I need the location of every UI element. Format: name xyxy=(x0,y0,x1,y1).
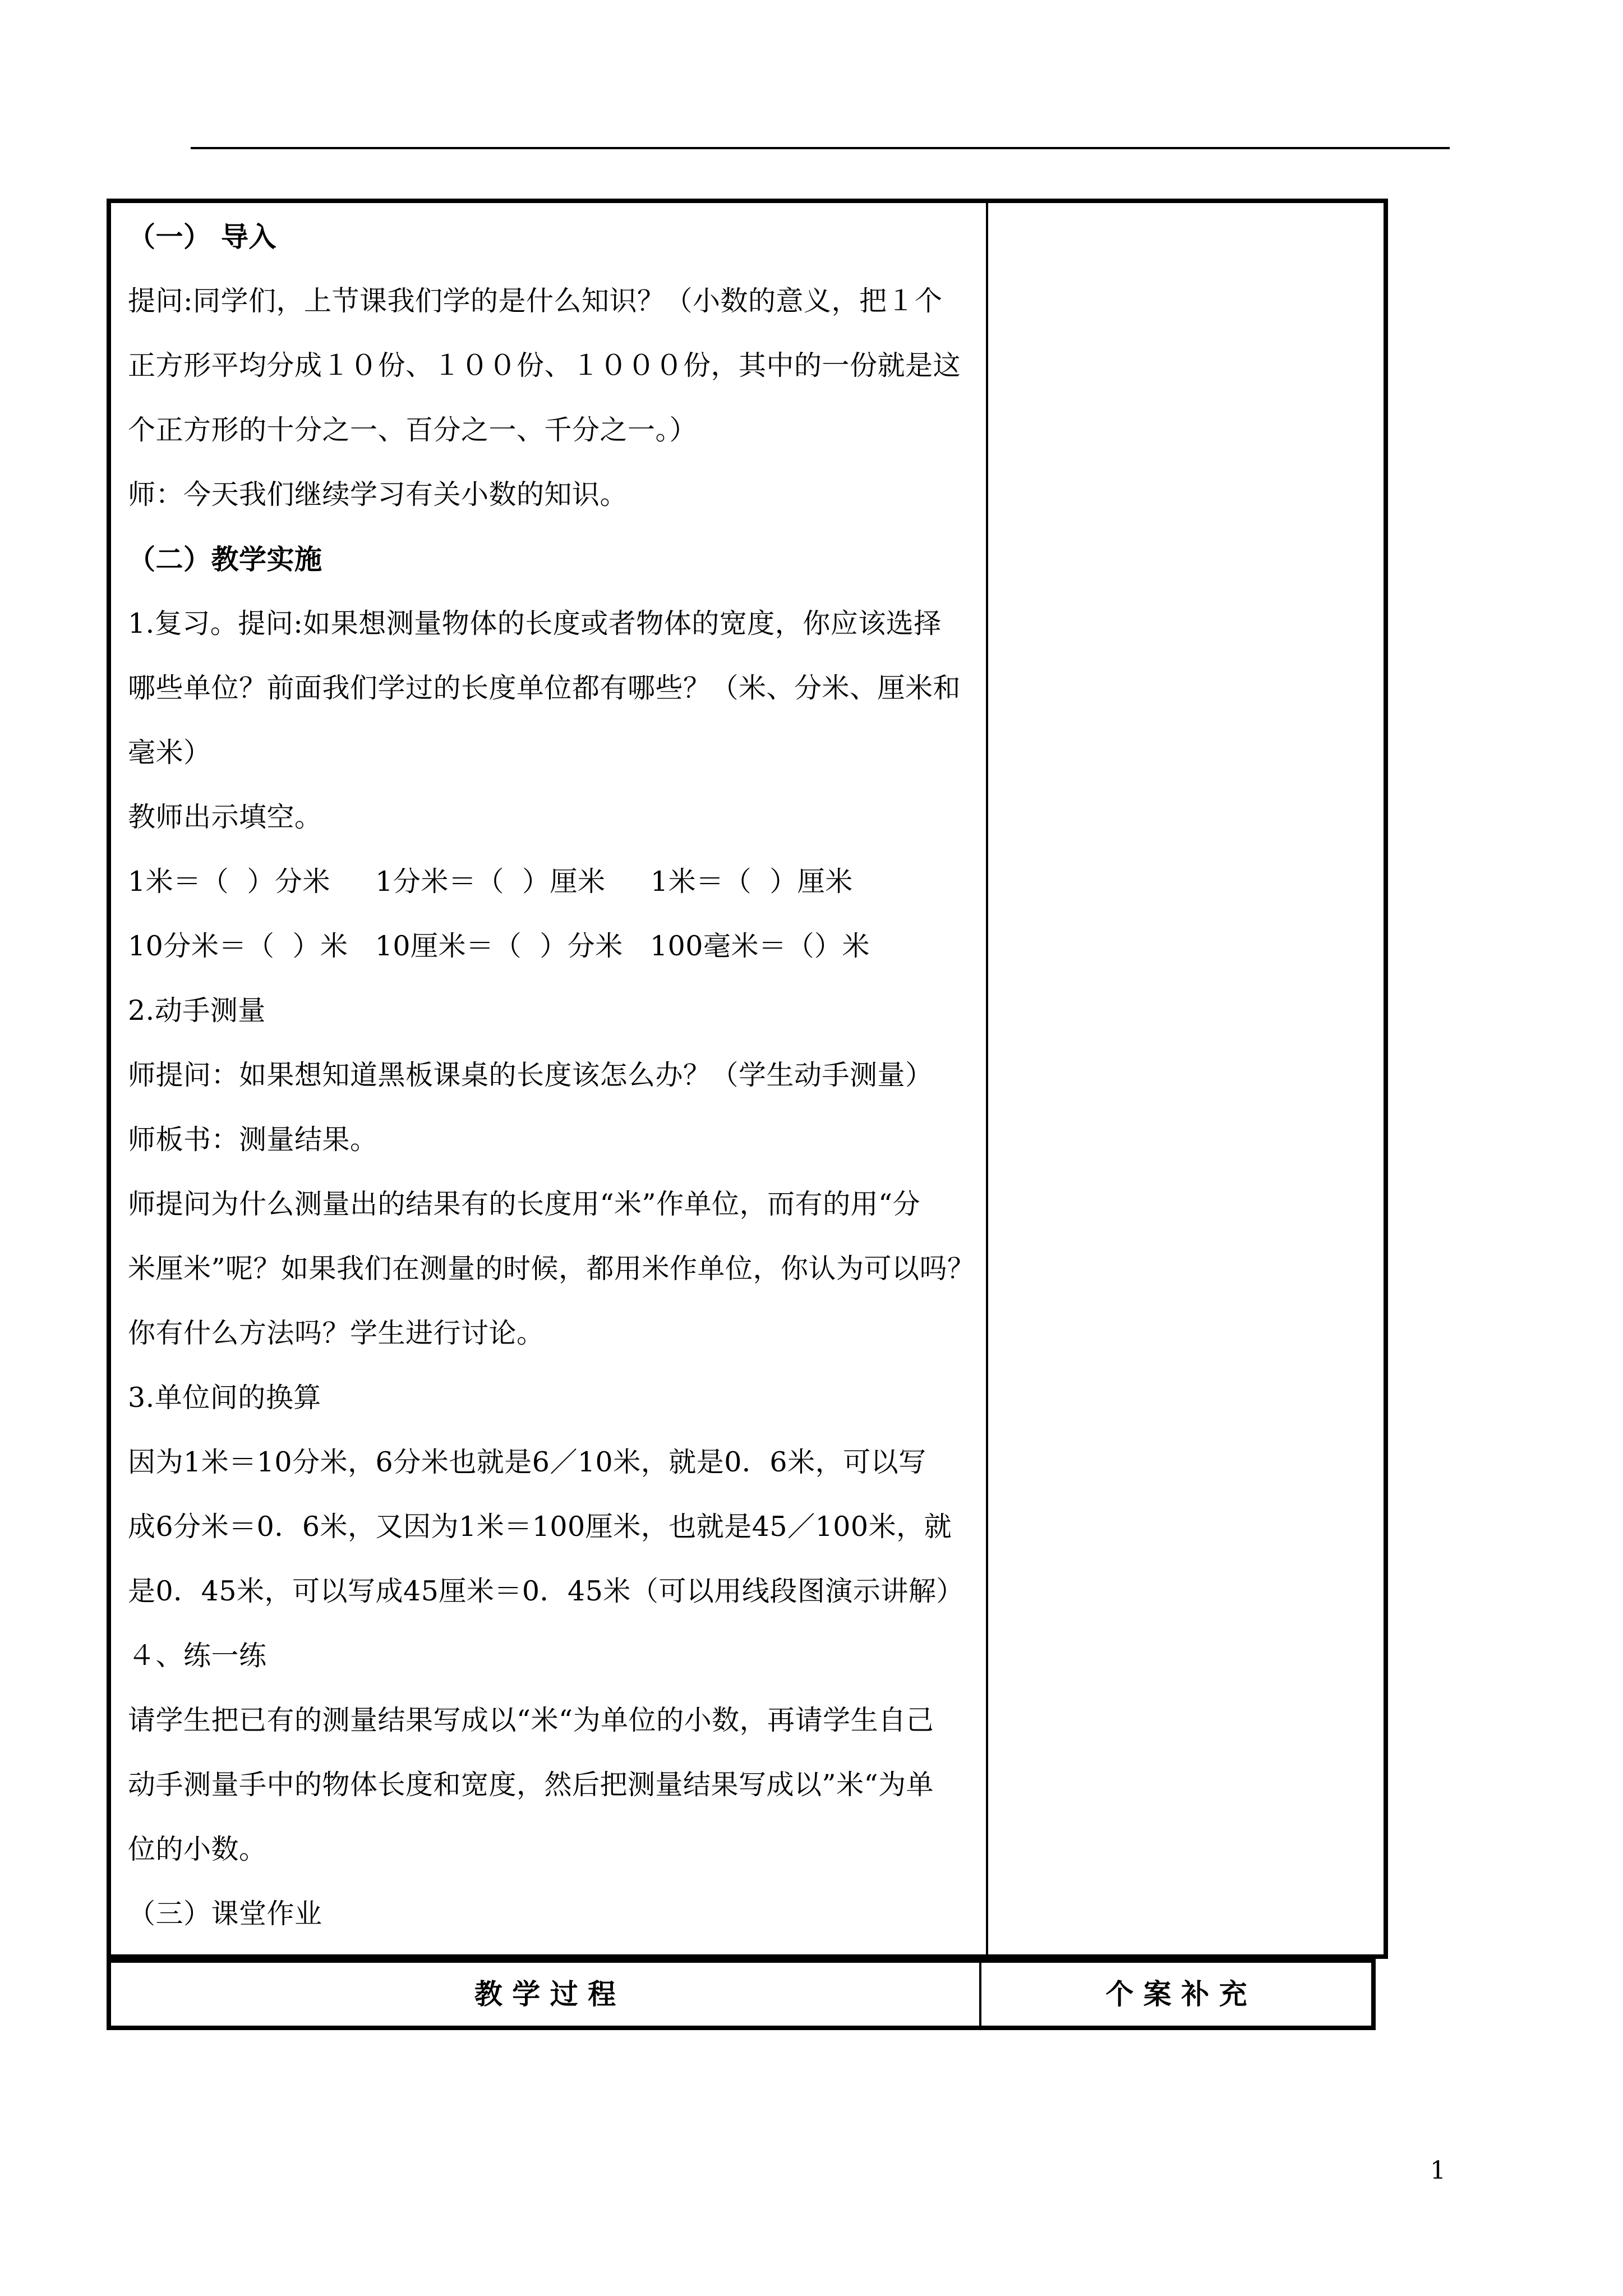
lesson-line: 2.动手测量 xyxy=(128,995,266,1027)
lesson-line: 请学生把已有的测量结果写成以“米“为单位的小数，再请学生自己 xyxy=(128,1704,934,1736)
lesson-line: 米厘米”呢？如果我们在测量的时候，都用米作单位，你认为可以吗？ xyxy=(128,1253,975,1285)
lesson-line: 因为1米＝10分米，6分米也就是6／10米，就是0．6米，可以写 xyxy=(128,1446,926,1478)
lesson-line: 是0．45米，可以写成45厘米＝0．45米（可以用线段图演示讲解） xyxy=(128,1575,964,1607)
lesson-line: 师：今天我们继续学习有关小数的知识。 xyxy=(128,478,628,510)
lesson-line: 师板书：测量结果。 xyxy=(128,1124,378,1156)
section-title-implementation: （二）教学实施 xyxy=(128,543,322,576)
section-title-homework: （三）课堂作业 xyxy=(128,1898,322,1930)
fill-blank-line: 10分米＝（ ）米 10厘米＝（ ）分米 100毫米＝（）米 xyxy=(128,930,870,962)
lesson-line: 哪些单位？前面我们学过的长度单位都有哪些？（米、分米、厘米和 xyxy=(128,672,961,704)
lesson-line: 动手测量手中的物体长度和宽度，然后把测量结果写成以”米“为单 xyxy=(128,1769,934,1801)
lesson-line: 你有什么方法吗？学生进行讨论。 xyxy=(128,1317,545,1349)
lesson-line: ４、练一练 xyxy=(128,1640,267,1672)
teaching-process-label: 教 学 过 程 xyxy=(474,1977,616,2010)
lesson-line: 个正方形的十分之一、百分之一、千分之一。） xyxy=(128,414,698,446)
header-rule xyxy=(191,147,1450,149)
lesson-line: 师提问：如果想知道黑板课桌的长度该怎么办？（学生动手测量） xyxy=(128,1059,933,1091)
case-supplement-label: 个 案 补 充 xyxy=(1105,1977,1247,2010)
lesson-line: 毫米） xyxy=(128,737,211,769)
lesson-line: 正方形平均分成１０份、１００份、１０００份，其中的一份就是这 xyxy=(128,349,961,381)
lesson-line: 成6分米＝0．6米，又因为1米＝100厘米，也就是45／100米，就 xyxy=(128,1511,952,1543)
lesson-line: 提问:同学们，上节课我们学的是什么知识？（小数的意义，把１个 xyxy=(128,285,943,317)
lesson-line: 3.单位间的换算 xyxy=(128,1382,321,1414)
lesson-line: 位的小数。 xyxy=(128,1833,267,1865)
lesson-line: 教师出示填空。 xyxy=(128,801,322,833)
lesson-line: 师提问为什么测量出的结果有的长度用“米”作单位，而有的用“分 xyxy=(128,1188,921,1220)
page-number: 1 xyxy=(1430,2156,1446,2185)
fill-blank-line: 1米＝（ ）分米 1分米＝（ ）厘米 1米＝（ ）厘米 xyxy=(128,866,853,898)
lesson-line: 1.复习。提问:如果想测量物体的长度或者物体的宽度，你应该选择 xyxy=(128,608,942,639)
footer-table xyxy=(107,1958,1376,2030)
section-title-intro: （一） 导入 xyxy=(128,220,277,253)
column-divider xyxy=(986,203,988,1954)
lesson-table xyxy=(107,199,1388,1959)
